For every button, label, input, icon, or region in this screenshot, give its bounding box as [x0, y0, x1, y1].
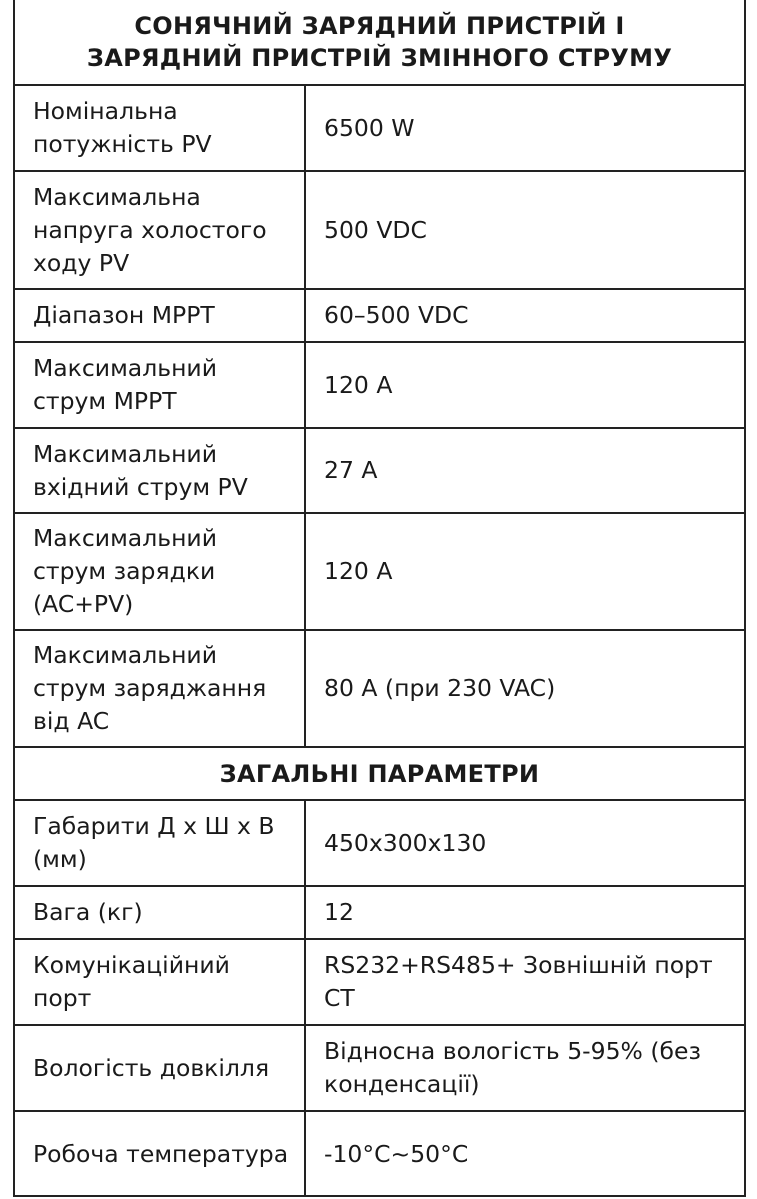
row-value: 6500 W [324, 113, 415, 142]
row-label: Номінальна потужність PV [15, 86, 306, 170]
row-label: Максимальна напруга холостого ходу PV [15, 172, 306, 288]
table-row [15, 887, 744, 940]
row-label: Вага (кг) [15, 887, 306, 938]
row-label: Габарити Д х Ш х В (мм) [15, 801, 306, 885]
section-title: СОНЯЧНИЙ ЗАРЯДНИЙ ПРИСТРІЙ І ЗАРЯДНИЙ ПРИСТРІЙ ЗМІННОГО СТРУМУ [86, 12, 673, 72]
table-row [15, 514, 744, 631]
row-value: -10°C~50°C [324, 1140, 469, 1168]
row-label: Вологість довкілля [15, 1026, 306, 1110]
row-value: 450x300x130 [324, 828, 487, 857]
table-row [15, 631, 744, 748]
row-label: Максимальний вхідний струм PV [15, 429, 306, 512]
row-label: Максимальний струм MPPT [15, 343, 306, 427]
row-label: Діапазон MPPT [15, 290, 306, 341]
table-row [15, 940, 744, 1026]
row-label: Максимальний струм заряджання від AC [15, 631, 306, 746]
row-value: 120 A [324, 557, 393, 585]
table-row [15, 86, 744, 172]
section-header-solar-charger [15, 0, 744, 86]
row-label: Комунікаційний порт [15, 940, 306, 1024]
table-row [15, 290, 744, 343]
row-value: 27 A [324, 456, 378, 484]
row-value: 60–500 VDC [324, 301, 469, 329]
spec-table [13, 0, 746, 1197]
row-value: Відносна вологість 5-95% (без конденсації) [324, 1037, 701, 1098]
row-value: 80 A (при 230 VAC) [324, 674, 556, 702]
table-row [15, 801, 744, 887]
table-row [15, 429, 744, 514]
section-title: ЗАГАЛЬНІ ПАРАМЕТРИ [219, 759, 540, 788]
table-row [15, 172, 744, 290]
row-label: Максимальний струм зарядки (AC+PV) [15, 514, 306, 629]
row-value: 12 [324, 898, 354, 926]
section-header-general-parameters [15, 748, 744, 801]
row-value: 500 VDC [324, 215, 427, 244]
row-label: Робоча температура [15, 1112, 306, 1197]
row-value: RS232+RS485+ Зовнішній порт CT [324, 951, 713, 1012]
table-row [15, 1026, 744, 1112]
table-row [15, 1112, 744, 1197]
table-row [15, 343, 744, 429]
row-value: 120 A [324, 370, 393, 399]
